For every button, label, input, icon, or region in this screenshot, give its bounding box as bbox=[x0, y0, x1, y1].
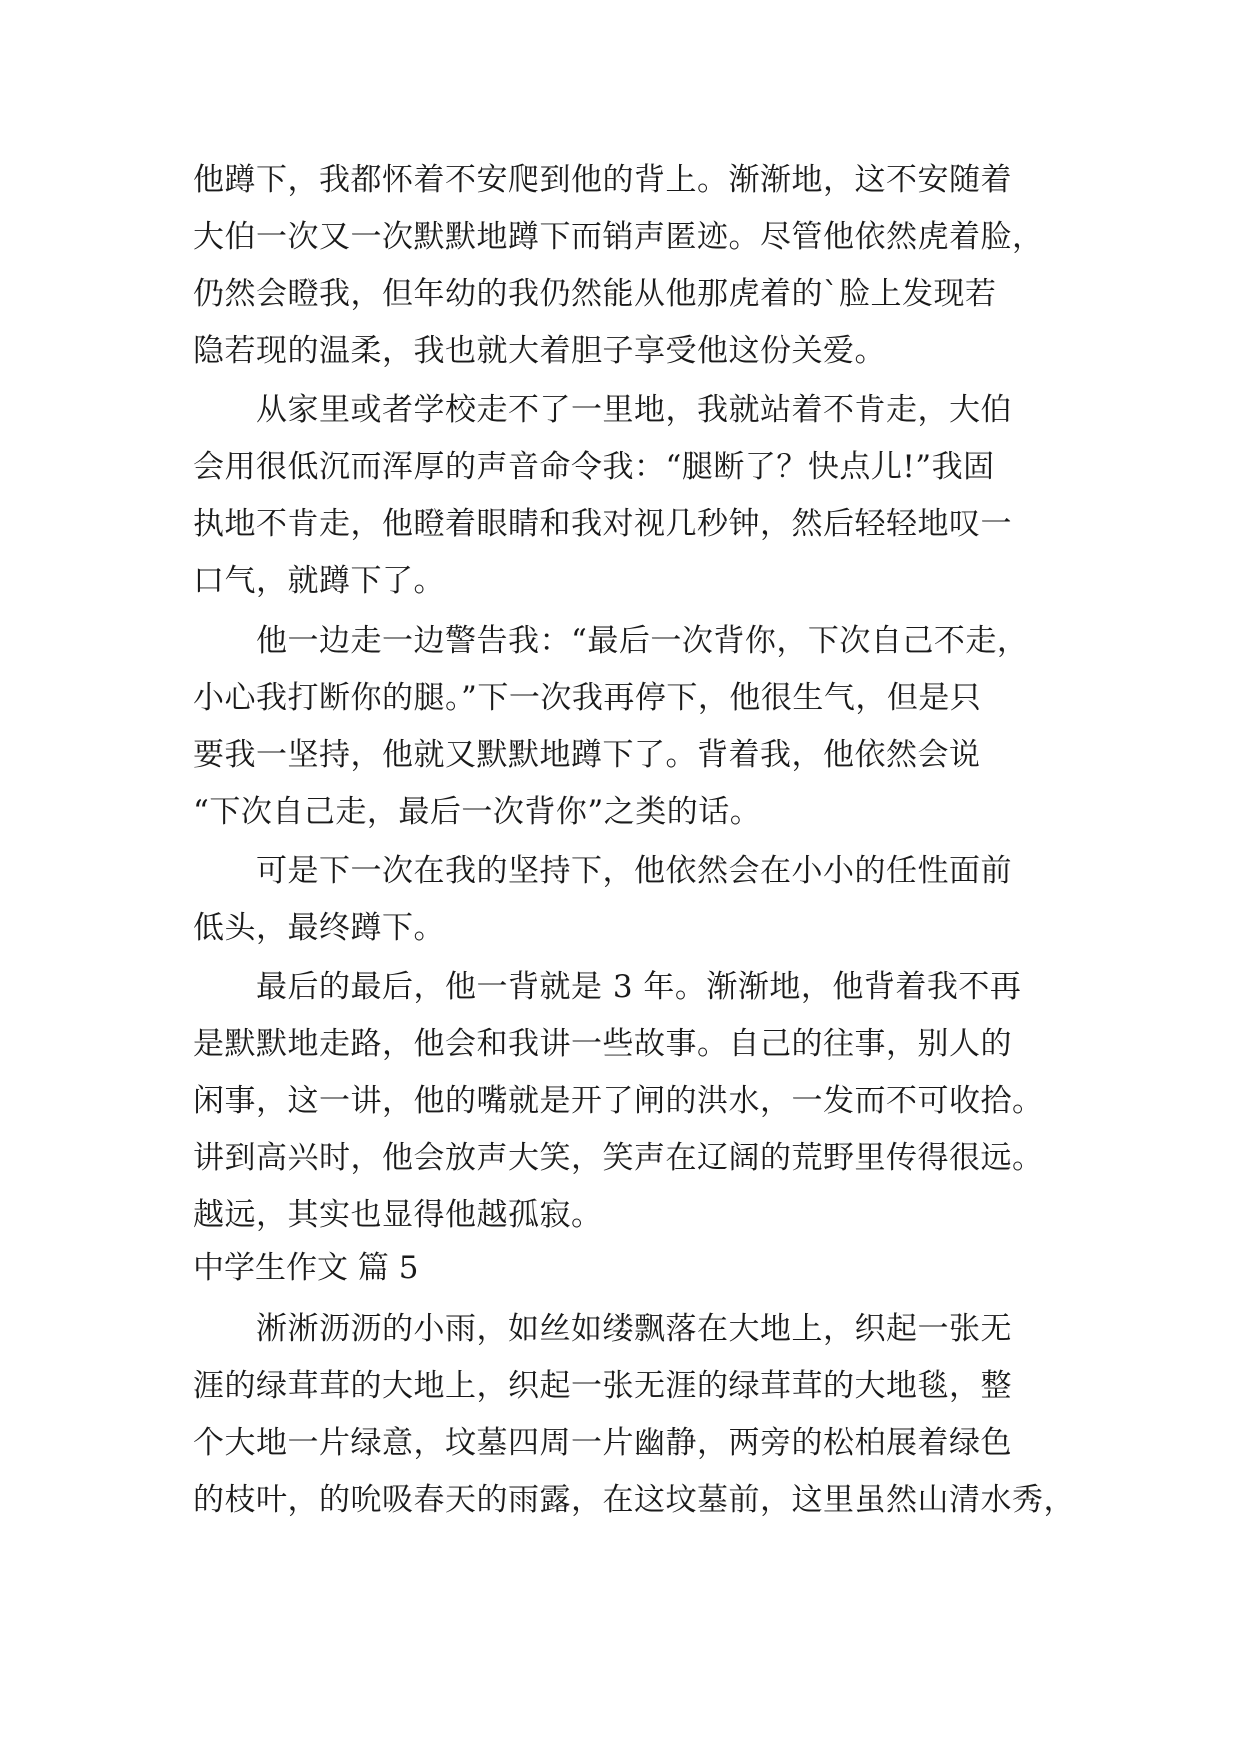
paragraph-line: 他一边走一边警告我：“最后一次背你，下次自己不走， bbox=[256, 623, 1029, 659]
paragraph-line: 的枝叶，的吮吸春天的雨露，在这坟墓前，这里虽然山清水秀， bbox=[193, 1482, 1075, 1518]
paragraph-line: 口气，就蹲下了。 bbox=[193, 563, 445, 599]
paragraph-line: 大伯一次又一次默默地蹲下而销声匿迹。尽管他依然虎着脸， bbox=[193, 219, 1044, 255]
paragraph-line: 仍然会瞪我，但年幼的我仍然能从他那虎着的`脸上发现若 bbox=[193, 276, 997, 312]
paragraph-line: 可是下一次在我的坚持下，他依然会在小小的任性面前 bbox=[256, 853, 1012, 889]
paragraph-line: 要我一坚持，他就又默默地蹲下了。背着我，他依然会说 bbox=[193, 737, 981, 773]
paragraph-line: 最后的最后，他一背就是 3 年。渐渐地，他背着我不再 bbox=[256, 969, 1022, 1005]
paragraph-line: 涯的绿茸茸的大地上，织起一张无涯的绿茸茸的大地毯，整 bbox=[193, 1368, 1012, 1404]
paragraph-line: 越远，其实也显得他越孤寂。 bbox=[193, 1197, 603, 1233]
paragraph-line: 会用很低沉而浑厚的声音命令我：“腿断了？快点儿!”我固 bbox=[193, 449, 995, 485]
paragraph-line: 淅淅沥沥的小雨，如丝如缕飘落在大地上，织起一张无 bbox=[256, 1311, 1012, 1347]
paragraph-line: 讲到高兴时，他会放声大笑，笑声在辽阔的荒野里传得很远。 bbox=[193, 1140, 1044, 1176]
paragraph-line: 小心我打断你的腿。”下一次我再停下，他很生气，但是只 bbox=[193, 680, 982, 716]
paragraph-line: 隐若现的温柔，我也就大着胆子享受他这份关爱。 bbox=[193, 333, 886, 369]
paragraph-line: 他蹲下，我都怀着不安爬到他的背上。渐渐地，这不安随着 bbox=[193, 162, 1012, 198]
paragraph-line: 低头，最终蹲下。 bbox=[193, 910, 445, 946]
paragraph-line: 执地不肯走，他瞪着眼睛和我对视几秒钟，然后轻轻地叹一 bbox=[193, 506, 1012, 542]
paragraph-line: 是默默地走路，他会和我讲一些故事。自己的往事，别人的 bbox=[193, 1026, 1012, 1062]
section-heading: 中学生作文 篇 5 bbox=[193, 1250, 419, 1286]
paragraph-line: “下次自己走，最后一次背你”之类的话。 bbox=[193, 794, 762, 830]
paragraph-line: 从家里或者学校走不了一里地，我就站着不肯走，大伯 bbox=[256, 392, 1012, 428]
paragraph-line: 闲事，这一讲，他的嘴就是开了闸的洪水，一发而不可收拾。 bbox=[193, 1083, 1044, 1119]
paragraph-line: 个大地一片绿意，坟墓四周一片幽静，两旁的松柏展着绿色 bbox=[193, 1425, 1012, 1461]
